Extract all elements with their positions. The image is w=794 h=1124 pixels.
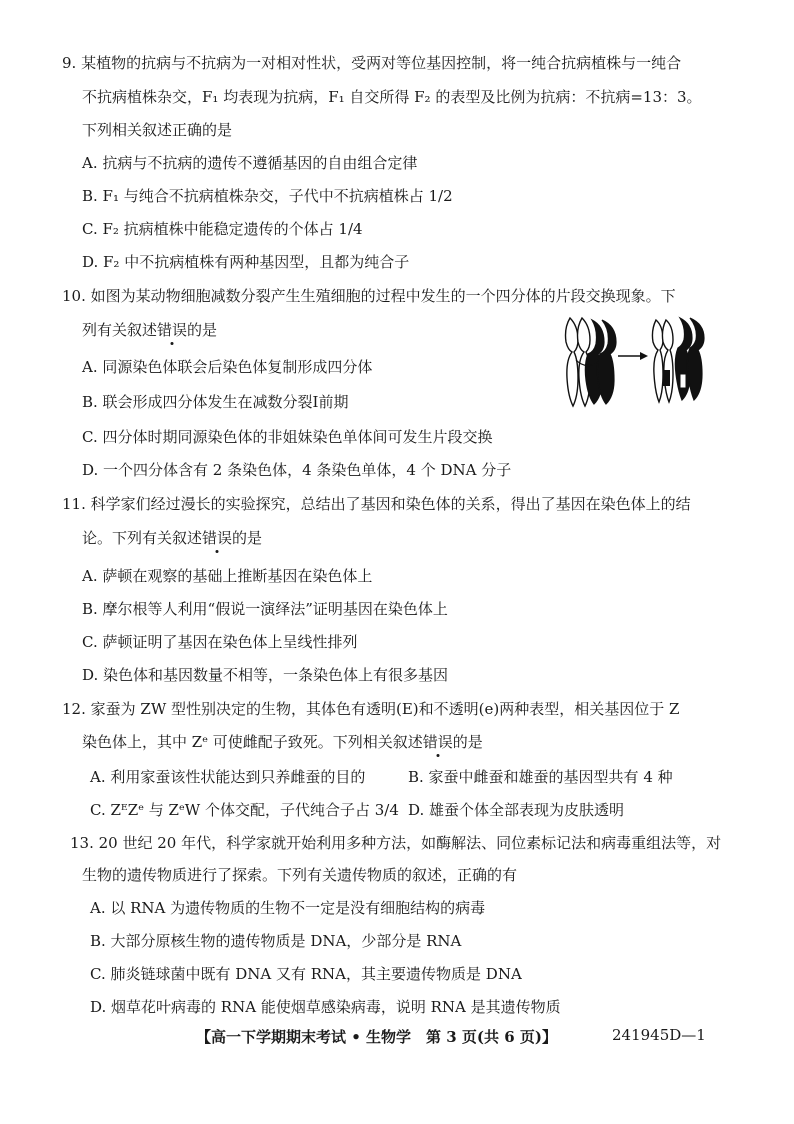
q10-stem-text-b: 的是 — [187, 321, 218, 339]
q11-stem-text-b: 的是 — [232, 529, 263, 547]
q10-option-c: C. 四分体时期同源染色体的非姐妹染色单体间可发生片段交换 — [82, 428, 493, 446]
q13-stem-line2: 生物的遗传物质进行了探索。下列有关遗传物质的叙述，正确的有 — [82, 866, 518, 884]
q10-stem-line1: 10. 如图为某动物细胞减数分裂产生生殖细胞的过程中发生的一个四分体的片段交换现象。下 — [62, 287, 676, 305]
q13-option-a: A. 以 RNA 为遗传物质的生物不一定是没有细胞结构的病毒 — [90, 899, 486, 917]
q11-option-d: D. 染色体和基因数量不相等，一条染色体上有很多基因 — [82, 666, 449, 684]
left-chromosome-pair — [566, 318, 617, 406]
q12-stem-line1: 12. 家蚕为 ZW 型性别决定的生物，其体色有透明(E)和不透明(e)两种表型，相关基因位于 Z — [62, 700, 680, 718]
q10-stem-text-a: 列有关叙述 — [82, 321, 158, 339]
q13-option-b: B. 大部分原核生物的遗传物质是 DNA，少部分是 RNA — [90, 932, 462, 950]
q10-option-d: D. 一个四分体含有 2 条染色体，4 条染色单体，4 个 DNA 分子 — [82, 461, 512, 479]
q10-option-b: B. 联会形成四分体发生在减数分裂Ⅰ前期 — [82, 393, 349, 411]
q11-option-c: C. 萨顿证明了基因在染色体上呈线性排列 — [82, 633, 358, 651]
q11-stem-line2 — [82, 527, 262, 548]
q9-option-b: B. F₁ 与纯合不抗病植株杂交，子代中不抗病植株占 1/2 — [82, 187, 453, 205]
q12-option-a: A. 利用家蚕该性状能达到只养雌蚕的目的 — [90, 768, 366, 786]
q9-stem-line3: 下列相关叙述正确的是 — [82, 121, 233, 139]
q13-option-c: C. 肺炎链球菌中既有 DNA 又有 RNA，其主要遗传物质是 DNA — [90, 965, 522, 983]
q13-option-d: D. 烟草花叶病毒的 RNA 能使烟草感染病毒，说明 RNA 是其遗传物质 — [90, 998, 561, 1016]
q11-option-a: A. 萨顿在观察的基础上推断基因在染色体上 — [82, 567, 373, 585]
q12-stem-text-b: 的是 — [452, 733, 483, 751]
q12-stem-line2 — [82, 731, 483, 752]
q9-option-d: D. F₂ 中不抗病植株有两种基因型，且都为纯合子 — [82, 253, 410, 271]
q10-option-a: A. 同源染色体联会后染色体复制形成四分体 — [82, 358, 373, 376]
q12-option-c: C. ZᴱZᵉ 与 ZᵉW 个体交配，子代纯合子占 3/4 — [90, 801, 399, 819]
q11-emphasis-wrong: 错误 — [202, 529, 233, 547]
q9-stem-line2: 不抗病植株杂交，F₁ 均表现为抗病，F₁ 自交所得 F₂ 的表型及比例为抗病：不抗病=13：3。 — [82, 88, 702, 106]
q10-stem-line2 — [82, 319, 217, 340]
q11-stem-text-a: 论。下列有关叙述 — [82, 529, 203, 547]
q12-option-b: B. 家蚕中雌蚕和雄蚕的基因型共有 4 种 — [408, 768, 673, 786]
q9-stem-line1: 9. 某植物的抗病与不抗病为一对相对性状，受两对等位基因控制，将一纯合抗病植株与一纯合 — [62, 54, 682, 72]
q9-option-a: A. 抗病与不抗病的遗传不遵循基因的自由组合定律 — [82, 154, 418, 172]
page-footer: 【高一下学期期末考试 • 生物学 第 3 页(共 6 页)】 — [196, 1028, 557, 1046]
q11-stem-line1: 11. 科学家们经过漫长的实验探究，总结出了基因和染色体的关系，得出了基因在染色体上的结 — [62, 495, 691, 513]
q11-option-b: B. 摩尔根等人利用“假说一演绎法”证明基因在染色体上 — [82, 600, 448, 618]
chromosome-crossover-figure — [556, 314, 706, 409]
right-chromosome-pair — [652, 318, 704, 402]
q12-stem-text-a: 染色体上，其中 Zᵉ 可使雌配子致死。下列相关叙述 — [82, 733, 423, 751]
exam-code: 241945D—1 — [612, 1026, 706, 1044]
q12-emphasis-wrong: 错误 — [422, 733, 453, 751]
q13-stem-line1: 13. 20 世纪 20 年代，科学家就开始利用多种方法，如酶解法、同位素标记法和病毒重组法等，对 — [70, 834, 722, 852]
q12-option-d: D. 雄蚕个体全部表现为皮肤透明 — [408, 801, 625, 819]
q10-emphasis-wrong: 错误 — [157, 321, 188, 339]
arrow-right-icon — [618, 352, 648, 360]
q9-option-c: C. F₂ 抗病植株中能稳定遗传的个体占 1/4 — [82, 220, 363, 238]
